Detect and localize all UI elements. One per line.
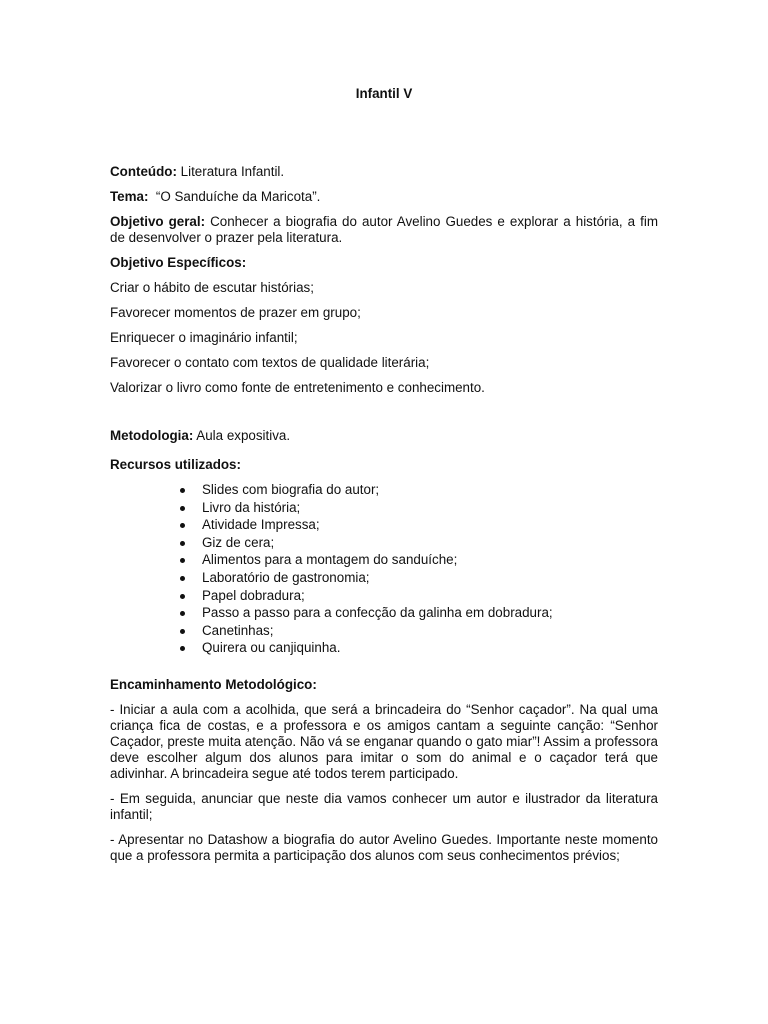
encaminhamento-paragraph: - Apresentar no Datashow a biografia do autor Avelino Guedes. Importante neste momento que a professora permita a participação dos alunos com seus conhecimentos prévios; [110, 831, 658, 863]
list-item [202, 516, 658, 534]
bullet-icon [180, 488, 185, 493]
bullet-icon [180, 611, 185, 616]
recursos-label: Recursos utilizados: [110, 457, 241, 472]
encaminhamento-label: Encaminhamento Metodológico: [110, 676, 317, 692]
document-body [110, 164, 658, 873]
objetivo-geral-paragraph [110, 214, 658, 246]
list-item [202, 622, 658, 640]
recurso-text: Slides com biografia do autor; [202, 482, 380, 497]
objetivos-especificos-label: Objetivo Específicos: [110, 255, 247, 270]
objetivo-especifico-item: Criar o hábito de escutar histórias; [110, 280, 314, 295]
list-item [202, 481, 658, 499]
recurso-text: Quirera ou canjiquinha. [202, 640, 341, 656]
list-item [202, 569, 658, 587]
encaminhamento-heading [110, 677, 658, 693]
tema-line [110, 189, 658, 205]
conteudo-line [110, 164, 658, 180]
list-item [202, 551, 658, 569]
bullet-icon [180, 594, 185, 599]
objetivo-especifico-item: Valorizar o livro como fonte de entretenimento e conhecimento. [110, 380, 485, 395]
conteudo-label: Conteúdo: [110, 164, 177, 179]
conteudo-value: Literatura Infantil. [176, 164, 285, 179]
bullet-icon [180, 558, 185, 563]
recurso-text: Livro da história; [202, 499, 301, 515]
metodologia-line [110, 428, 658, 444]
bullet-icon [180, 629, 185, 634]
list-item [202, 639, 658, 657]
bullet-icon [180, 646, 185, 651]
recurso-text: Canetinhas; [202, 622, 274, 638]
objetivo-geral-label: Objetivo geral: [110, 214, 206, 229]
bullet-icon [180, 576, 185, 581]
objetivo-especifico-item: Favorecer o contato com textos de qualidade literária; [110, 355, 430, 370]
recurso-text: Giz de cera; [202, 534, 275, 550]
objetivo-especifico-item: Favorecer momentos de prazer em grupo; [110, 305, 361, 320]
objetivos-especificos-heading [110, 255, 658, 271]
list-item [202, 534, 658, 552]
objetivo-geral-value: Conhecer a biografia do autor Avelino Guedes e explorar a história, a fim de desenvolver o prazer pela literatura. [110, 214, 658, 245]
tema-label: Tema: [110, 189, 149, 204]
recurso-text: Laboratório de gastronomia; [202, 569, 370, 585]
recursos-heading [110, 457, 658, 473]
recursos-list [110, 481, 658, 657]
tema-value: “O Sanduíche da Maricota”. [148, 189, 321, 204]
metodologia-label: Metodologia: [110, 428, 194, 443]
page-title: Infantil V [355, 86, 413, 101]
recurso-text: Passo a passo para a confecção da galinha em dobradura; [202, 605, 553, 621]
recurso-text: Atividade Impressa; [202, 517, 320, 533]
list-item [202, 587, 658, 605]
bullet-icon [180, 523, 185, 528]
encaminhamento-paragraph: - Em seguida, anunciar que neste dia vamos conhecer um autor e ilustrador da literatura infantil; [110, 790, 658, 822]
recurso-text: Papel dobradura; [202, 587, 305, 603]
recurso-text: Alimentos para a montagem do sanduíche; [202, 552, 458, 568]
metodologia-value: Aula expositiva. [193, 428, 291, 443]
list-item [202, 604, 658, 622]
encaminhamento-paragraph: - Iniciar a aula com a acolhida, que será a brincadeira do “Senhor caçador”. Na qual uma criança fica de costas, e a professora e os amigos cantam a seguinte canção: “Senhor Caçador, preste muita atenção. Não vá se enganar quando o gato miar”! Assim a professora deve escolher algum dos alunos para imitar o som do animal e o caçador terá que adivinhar. A brincadeira segue até todos terem participado. [110, 701, 658, 781]
bullet-icon [180, 541, 185, 546]
objetivo-especifico-item: Enriquecer o imaginário infantil; [110, 330, 298, 345]
list-item [202, 499, 658, 517]
bullet-icon [180, 506, 185, 511]
